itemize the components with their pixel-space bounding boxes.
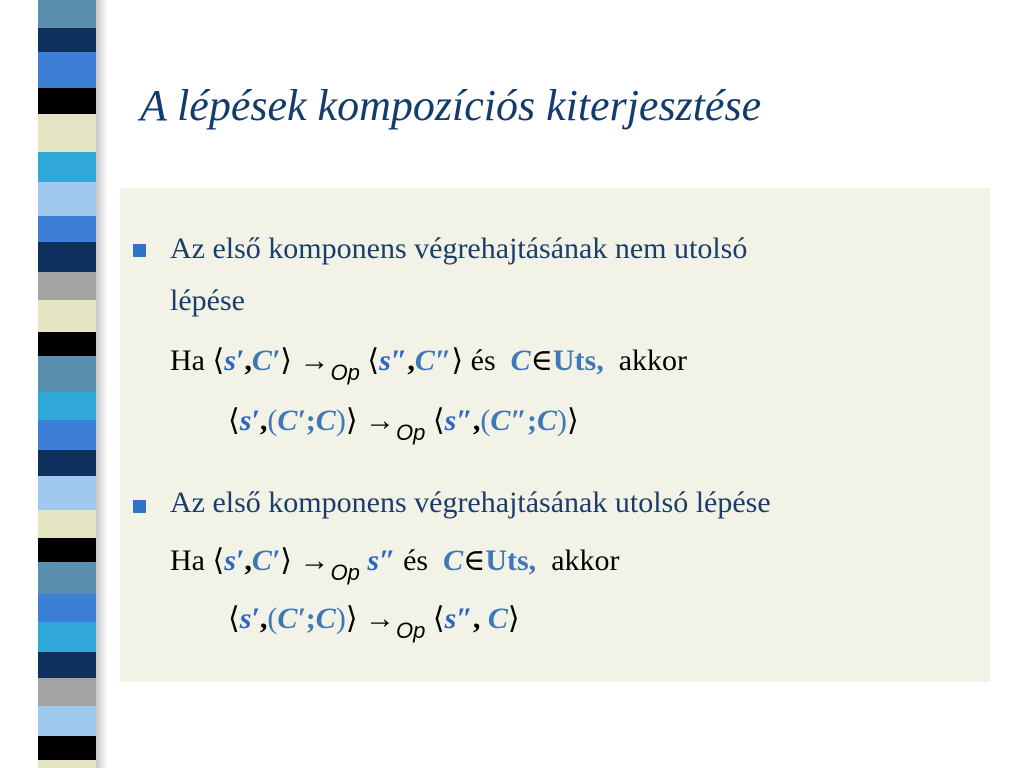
result-line xyxy=(228,602,520,643)
c-prime: C′ xyxy=(277,404,306,437)
c-var: C xyxy=(315,404,336,437)
angle-open: ⟨ xyxy=(228,404,240,437)
paren-close: ) xyxy=(556,404,567,437)
s-dprime: s″ xyxy=(444,404,473,437)
stripe-band xyxy=(38,28,96,52)
c-var: C xyxy=(487,602,508,635)
condition-line xyxy=(170,544,620,585)
c-dprime: C″ xyxy=(490,404,527,437)
semicolon: ; xyxy=(305,404,316,437)
stripe-band xyxy=(38,182,96,216)
bullet-square-icon xyxy=(133,244,146,257)
stripe-band xyxy=(38,0,96,28)
stripe-band xyxy=(38,52,96,88)
ha-label: Ha xyxy=(170,544,205,577)
angle-close: ⟩ xyxy=(280,344,292,377)
stripe-band xyxy=(38,420,96,450)
stripe-band xyxy=(38,272,96,300)
op-subscript: Op xyxy=(396,420,426,445)
stripe-band xyxy=(38,476,96,510)
angle-close: ⟩ xyxy=(280,544,292,577)
s-prime: s′ xyxy=(224,344,245,377)
stripe-band xyxy=(38,736,96,760)
s-dprime: s″ xyxy=(379,344,408,377)
s-prime: s′ xyxy=(239,602,260,635)
uts-label: Uts, xyxy=(552,344,604,377)
stripe-band xyxy=(38,678,96,706)
s-prime: s′ xyxy=(239,404,260,437)
stripe-band xyxy=(38,510,96,538)
stripe-band xyxy=(38,392,96,420)
angle-close: ⟩ xyxy=(507,602,520,635)
op-subscript: Op xyxy=(396,618,426,643)
uts-label: Uts, xyxy=(485,544,537,577)
stripe-band xyxy=(38,114,96,152)
slide-title: A lépések kompozíciós kiterjesztése xyxy=(140,81,762,130)
arrow: → xyxy=(365,404,396,437)
angle-open: ⟨ xyxy=(432,602,445,635)
es-label: és xyxy=(470,344,496,377)
result-line xyxy=(228,404,579,445)
comma: , xyxy=(472,602,481,635)
item-heading-line1: Az első komponens végrehajtásának utolsó lépése xyxy=(170,486,771,519)
comma: , xyxy=(407,344,415,377)
comma: , xyxy=(244,344,252,377)
s-dprime: s″ xyxy=(444,602,473,635)
s-prime: s′ xyxy=(224,544,245,577)
akkor-label: akkor xyxy=(618,344,688,377)
condition-line xyxy=(170,344,688,385)
stripe-band xyxy=(38,332,96,356)
stripe-band xyxy=(38,706,96,736)
angle-open: ⟨ xyxy=(212,344,225,377)
paren-open: ( xyxy=(267,602,278,635)
stripe-band xyxy=(38,88,96,114)
element-of: ∈ xyxy=(463,544,486,577)
comma: , xyxy=(244,544,252,577)
angle-close: ⟩ xyxy=(345,404,358,437)
op-subscript: Op xyxy=(330,560,360,585)
content-panel xyxy=(120,188,990,682)
angle-open: ⟨ xyxy=(432,404,445,437)
angle-open: ⟨ xyxy=(228,602,240,635)
c-prime: C′ xyxy=(251,544,281,577)
s-dprime: s″ xyxy=(367,544,396,577)
paren-close: ) xyxy=(335,602,346,635)
comma: , xyxy=(259,404,268,437)
arrow: → xyxy=(365,602,396,635)
c-var: C xyxy=(510,344,531,377)
stripe-band xyxy=(38,538,96,562)
es-label: és xyxy=(403,544,429,577)
stripe-band xyxy=(38,652,96,678)
bullet-square-icon xyxy=(133,500,146,513)
stripe-band xyxy=(38,216,96,242)
stripe-band xyxy=(38,152,96,182)
c-dprime: C″ xyxy=(414,344,452,377)
stripe-band xyxy=(38,594,96,622)
stripe-shadow xyxy=(96,0,108,768)
angle-open: ⟨ xyxy=(367,344,380,377)
angle-close: ⟩ xyxy=(566,404,579,437)
item-heading-line2: lépése xyxy=(170,284,245,317)
c-var: C xyxy=(315,602,336,635)
comma: , xyxy=(259,602,268,635)
stripe-band xyxy=(38,356,96,392)
op-subscript: Op xyxy=(330,360,360,385)
stripe-band xyxy=(38,300,96,332)
stripe-band xyxy=(38,242,96,272)
c-prime: C′ xyxy=(277,602,306,635)
paren-open: ( xyxy=(267,404,278,437)
stripe-band xyxy=(38,450,96,476)
comma: , xyxy=(472,404,481,437)
angle-close: ⟩ xyxy=(345,602,358,635)
c-var: C xyxy=(536,404,557,437)
akkor-label: akkor xyxy=(551,544,620,577)
item-heading-line1: Az első komponens végrehajtásának nem utolsó xyxy=(170,232,748,265)
semicolon: ; xyxy=(526,404,537,437)
paren-open: ( xyxy=(480,404,491,437)
c-var: C xyxy=(443,544,464,577)
semicolon: ; xyxy=(305,602,316,635)
angle-open: ⟨ xyxy=(212,544,225,577)
arrow: → xyxy=(299,544,330,577)
arrow: → xyxy=(299,344,330,377)
c-prime: C′ xyxy=(251,344,281,377)
stripe-band xyxy=(38,760,96,768)
decorative-stripe xyxy=(38,0,96,768)
stripe-band xyxy=(38,562,96,594)
angle-close: ⟩ xyxy=(451,344,464,377)
ha-label: Ha xyxy=(170,344,205,377)
element-of: ∈ xyxy=(530,344,553,377)
paren-close: ) xyxy=(335,404,346,437)
stripe-band xyxy=(38,622,96,652)
